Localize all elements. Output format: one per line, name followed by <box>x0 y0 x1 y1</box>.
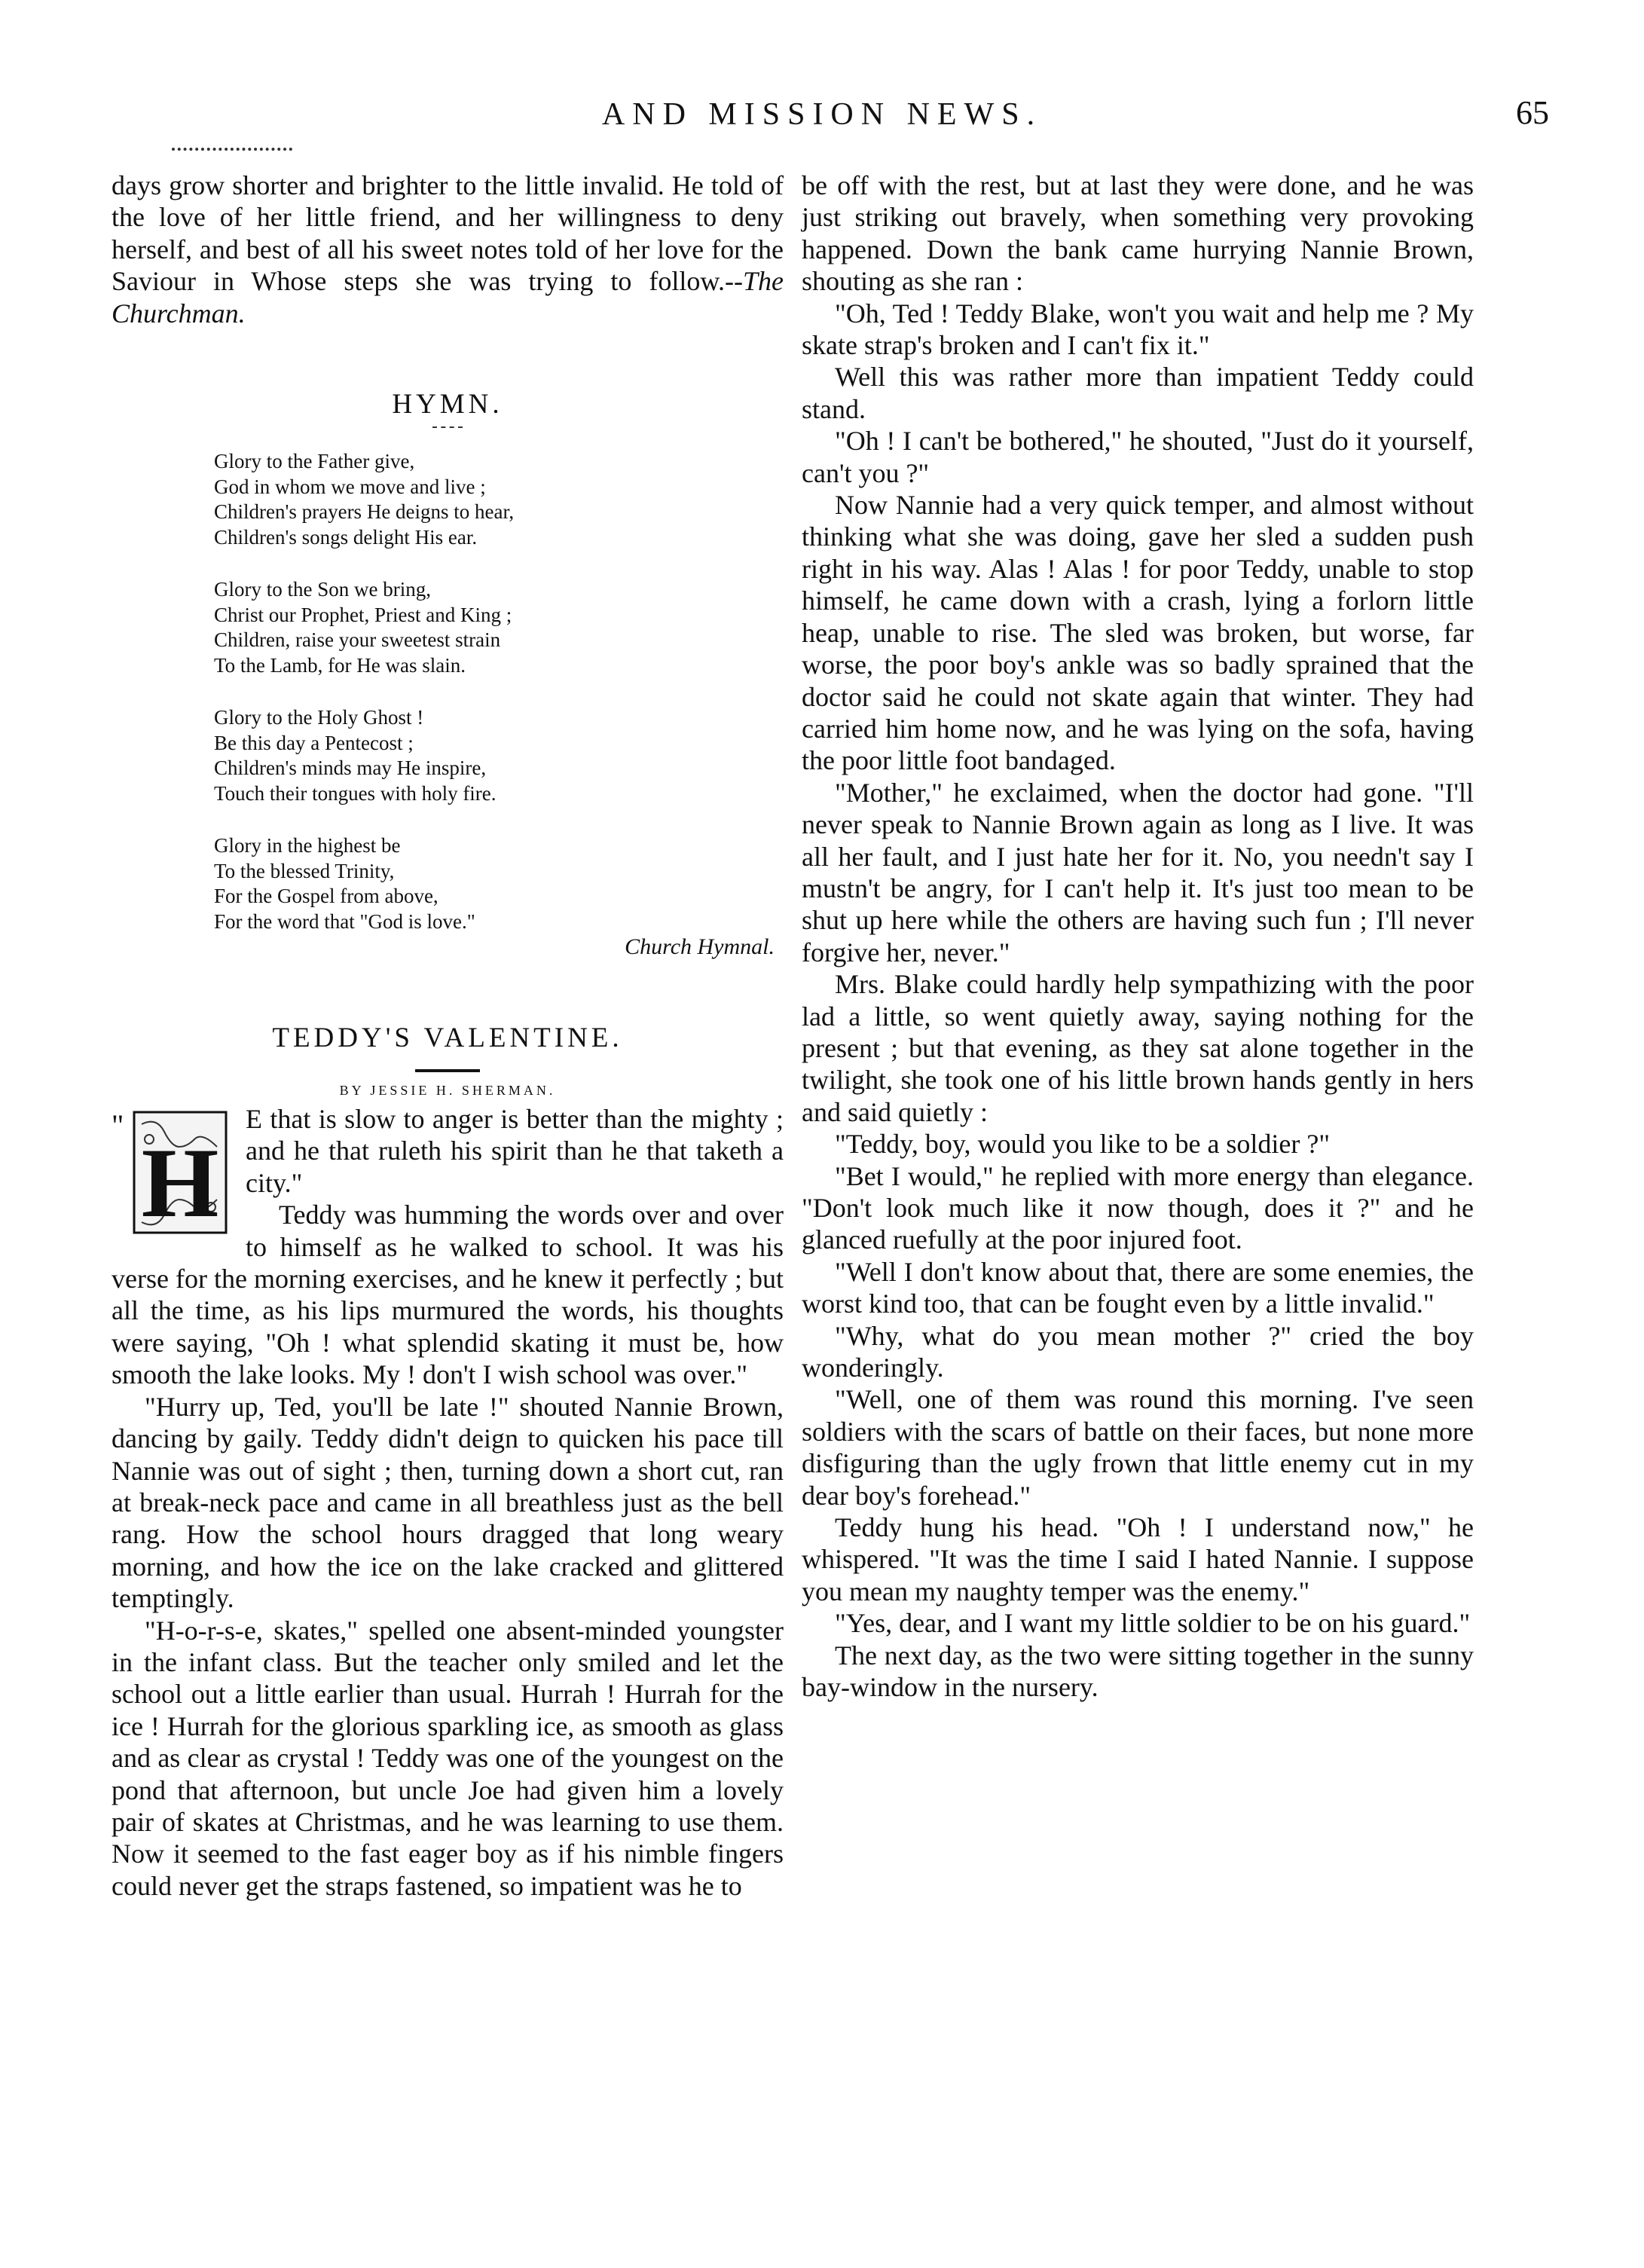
hymn-line: To the blessed Trinity, <box>214 859 395 882</box>
story-paragraph: E that is slow to anger is better than the mighty ; and he that ruleth his spirit than he that taketh a city." <box>246 1104 784 1198</box>
story-paragraph: "Teddy, boy, would you like to be a soldier ?" <box>835 1129 1331 1160</box>
story-paragraph: Well this was rather more than impatient Teddy could stand. <box>802 362 1474 424</box>
opening-quote: " <box>112 1108 124 1143</box>
story-paragraph: "Why, what do you mean mother ?" cried the boy wonderingly. <box>802 1320 1474 1383</box>
story-paragraph: "Well, one of them was round this morning. I've seen soldiers with the scars of battle on their faces, but none more disfiguring than the ugly frown that little enemy cut in my dear boy's forehead." <box>802 1384 1474 1511</box>
hymn-line: Children's prayers He deigns to hear, <box>214 500 515 524</box>
hymn-line: For the Gospel from above, <box>214 885 439 908</box>
decorative-initial <box>112 1109 232 1237</box>
hymn-line: God in whom we move and live ; <box>214 475 486 498</box>
story-paragraph: "H-o-r-s-e, skates," spelled one absent-minded youngster in the infant class. But the teacher only smiled and let the school out a little earlier than usual. Hurrah ! Hurrah for the ice ! Hurrah for the glorious sparkling ice, as smooth as glass and as clear as crystal ! Teddy was one of the youngest on the pond that afternoon, but uncle Joe had given him a lovely pair of skates at Christmas, and he was learning to use them. Now it seemed to the fast eager boy as if his nimble fingers could never get the straps fastened, so impatient was he to <box>112 1615 784 1901</box>
hymn-line: Children, raise your sweetest strain <box>214 628 501 652</box>
ornamental-initial-graphic <box>112 1109 232 1237</box>
story-paragraph: "Bet I would," he replied with more energy than elegance. "Don't look much like it now though, does it ?" and he glanced ruefully at the poor injured foot. <box>802 1160 1474 1255</box>
story-paragraph: Now Nannie had a very quick temper, and almost without thinking what she was doing, gave her sled a sudden push right in his way. Alas ! Alas ! for poor Teddy, unable to stop himself, he came down with a crash, lying a forlorn little heap, unable to rise. The sled was broken, but worse, far worse, the poor boy's ankle was so badly sprained that the doctor said he could not skate again that winter. They had carried him home now, and he was lying on the sofa, having the poor little foot bandaged. <box>802 490 1474 776</box>
story-paragraph: Teddy was humming the words over and over to himself as he walked to school. It was his verse for the morning exercises, and he knew it perfectly ; but all the time, as his lips murmured the words, his thoughts were saying, "Oh ! what splendid skating it must be, how smooth the lake looks. My ! don't I wish school was over." <box>112 1200 784 1390</box>
running-head <box>0 89 1644 134</box>
story-paragraph: "Mother," he exclaimed, when the doctor had gone. "I'll never speak to Nannie Brown again as long as I live. It was all her fault, and I just hate her for it. No, you needn't say I mustn't be angry, for I can't help it. It's just too mean to be shut up here while the others are having such fun ; I'll never forgive her, never." <box>802 777 1474 967</box>
story-byline: BY JESSIE H. SHERMAN. <box>339 1083 556 1099</box>
opening-paragraph-text: days grow shorter and brighter to the little invalid. He told of the love of her little friend, and her willingness to deny herself, and best of all his sweet notes told of her love for the Saviour in Whose steps she was trying to follow.-- <box>112 170 784 297</box>
hymn-line: Children's songs delight His ear. <box>214 525 478 549</box>
story-paragraph: "Oh ! I can't be bothered," he shouted, "Just do it yourself, can't you ?" <box>802 426 1474 488</box>
hymn-line: Glory to the Son we bring, <box>214 578 431 601</box>
opening-paragraph <box>112 170 784 329</box>
opening-credit: The Churchman. <box>112 266 784 329</box>
story-paragraph: "Hurry up, Ted, you'll be late !" shouted Nannie Brown, dancing by gaily. Teddy didn't deign to quicken his pace till Nannie was out of sight ; then, turning down a short cut, ran at break-neck pace and came in all breathless just as the bell rang. How the school hours dragged that long weary morning, and how the ice on the lake cracked and glittered temptingly. <box>112 1391 784 1614</box>
hymn-line: Be this day a Pentecost ; <box>214 731 414 754</box>
hymn-line: Children's minds may He inspire, <box>214 757 487 780</box>
hymn-line: Touch their tongues with holy fire. <box>214 781 497 805</box>
hymn-stanza <box>214 833 784 934</box>
hymn-line: Glory in the highest be <box>214 834 401 857</box>
hymn-line: To the Lamb, for He was slain. <box>214 653 466 677</box>
header-ornament-rule <box>172 148 292 151</box>
story-paragraph: Teddy hung his head. "Oh ! I understand now," he whispered. "It was the time I said I hated Nannie. I suppose you mean my naughty temper was the enemy." <box>802 1512 1474 1606</box>
right-column <box>802 170 1474 1704</box>
hymn-line: Glory to the Father give, <box>214 450 415 473</box>
hymn-title: HYMN. <box>392 389 503 420</box>
story-paragraph: "Well I don't know about that, there are some enemies, the worst kind too, that can be fought even by a little invalid." <box>802 1256 1474 1319</box>
dropcap-letter: H <box>141 1127 219 1238</box>
story-title-rule <box>415 1069 480 1072</box>
running-head-title: AND MISSION NEWS. <box>601 97 1043 132</box>
hymn-line: For the word that "God is love." <box>214 909 475 933</box>
story-paragraph: The next day, as the two were sitting together in the sunny bay-window in the nursery. <box>802 1640 1474 1703</box>
hymn-stanza <box>214 705 784 806</box>
story-paragraph: Mrs. Blake could hardly help sympathizing with the poor lad a little, so went quietly away, saying nothing for the present ; but that evening, as they sat alone together in the twilight, she took one of his little brown hands gently in hers and said quietly : <box>802 969 1474 1127</box>
hymn-stanza <box>214 449 784 550</box>
hymn-stanza <box>214 577 784 678</box>
page-number: 65 <box>1516 94 1549 131</box>
hymn-line: Christ our Prophet, Priest and King ; <box>214 603 512 626</box>
hymn-credit: Church Hymnal. <box>625 934 775 960</box>
story-body <box>112 1103 784 1902</box>
left-column <box>112 170 784 1902</box>
story-paragraph: "Oh, Ted ! Teddy Blake, won't you wait and help me ? My skate strap's broken and I can't fix it." <box>802 298 1474 361</box>
story-title: TEDDY'S VALENTINE. <box>272 1022 623 1054</box>
hymn-title-rule <box>432 426 463 428</box>
hymn-line: Glory to the Holy Ghost ! <box>214 706 424 729</box>
story-paragraph: "Yes, dear, and I want my little soldier to be on his guard." <box>835 1608 1471 1639</box>
story-paragraph: be off with the rest, but at last they were done, and he was just striking out bravely, when something very provoking happened. Down the bank came hurrying Nannie Brown, shouting as she ran : <box>802 170 1474 297</box>
